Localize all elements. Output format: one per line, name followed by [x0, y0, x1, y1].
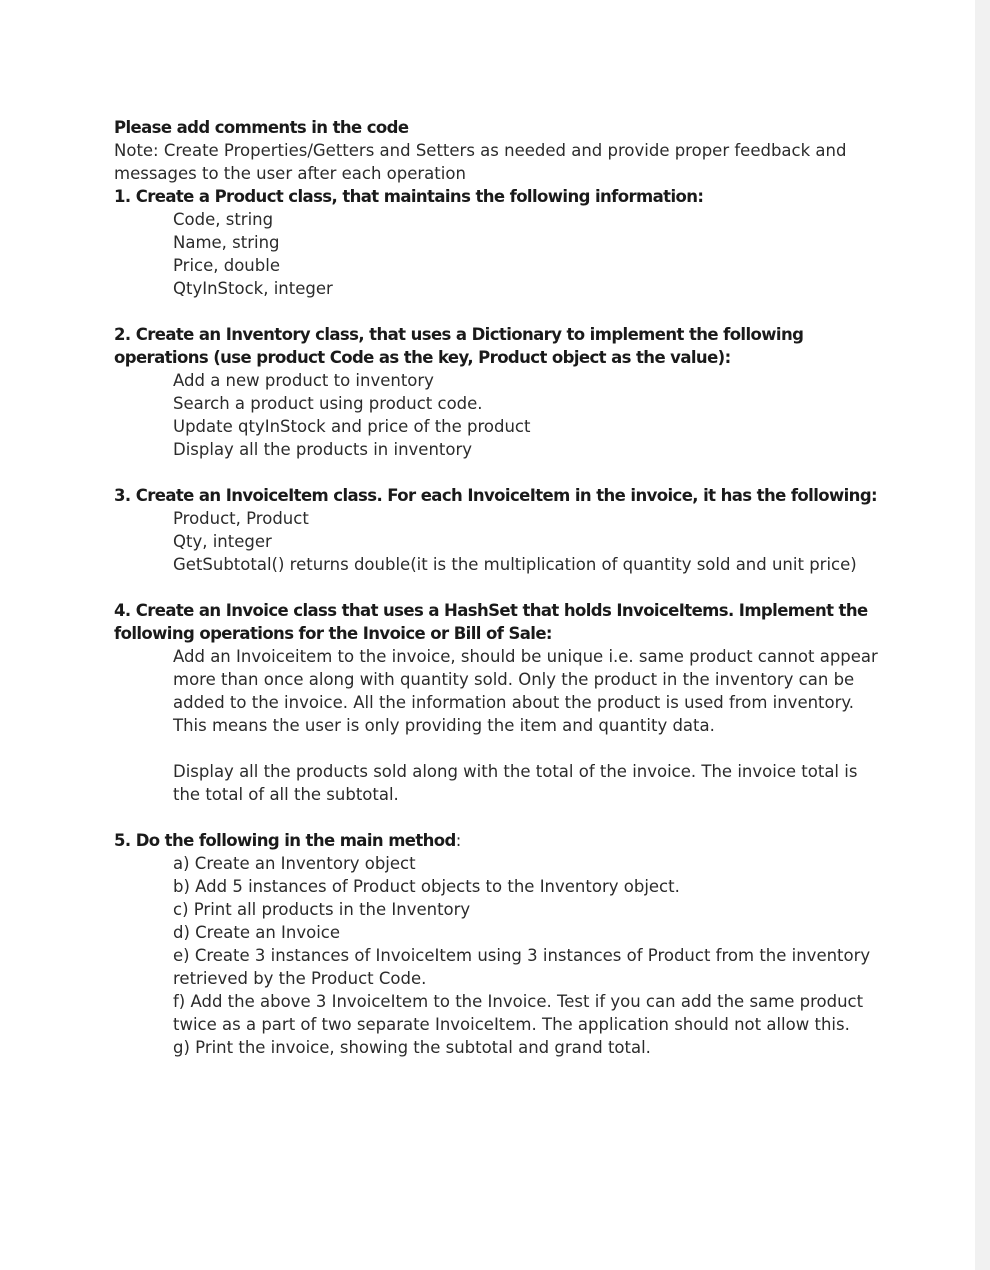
section-3-item: GetSubtotal() returns double(it is the multiplication of quantity sold and unit price): [173, 555, 857, 574]
section-5-title-bold: 5. Do the following in the main method: [114, 831, 456, 850]
comments-instruction: Please add comments in the code: [114, 118, 409, 137]
section-3-item: Product, Product: [173, 509, 309, 528]
section-5-item: a) Create an Inventory object: [173, 854, 416, 873]
document-content: [114, 116, 884, 1059]
section-4-paragraph: Add an Invoiceitem to the invoice, should be unique i.e. same product cannot appear more than once along with quantity sold. Only the product in the inventory can be added to the invoice. All the information about the product is used from inventory. This means the user is only providing the item and quantity data.: [173, 647, 878, 735]
section-5-item: g) Print the invoice, showing the subtotal and grand total.: [173, 1038, 651, 1057]
section-5-item: b) Add 5 instances of Product objects to the Inventory object.: [173, 877, 680, 896]
section-2-item: Update qtyInStock and price of the product: [173, 417, 531, 436]
section-5-title-colon: :: [455, 831, 462, 850]
section-1-item: Code, string: [173, 210, 274, 229]
section-4-paragraph: Display all the products sold along with the total of the invoice. The invoice total is the total of all the subtotal.: [173, 762, 858, 804]
section-1-item: Name, string: [173, 233, 280, 252]
section-3-title: 3. Create an InvoiceItem class. For each InvoiceItem in the invoice, it has the following:: [114, 486, 878, 505]
section-5-item: f) Add the above 3 InvoiceItem to the Invoice. Test if you can add the same product twice as a part of two separate InvoiceItem. The application should not allow this.: [173, 992, 864, 1034]
note-text: Note: Create Properties/Getters and Setters as needed and provide proper feedback and messages to the user after each operation: [114, 141, 847, 183]
section-4-title: 4. Create an Invoice class that uses a HashSet that holds InvoiceItems. Implement the following operations for the Invoice or Bill of Sale:: [114, 601, 868, 643]
section-5-item: e) Create 3 instances of InvoiceItem using 3 instances of Product from the inventory retrieved by the Product Code.: [173, 946, 871, 988]
section-1-item: QtyInStock, integer: [173, 279, 333, 298]
section-5-title: [114, 829, 884, 852]
page-edge: [975, 0, 990, 1270]
section-5-item: d) Create an Invoice: [173, 923, 341, 942]
section-2-item: Add a new product to inventory: [173, 371, 434, 390]
section-1-title: 1. Create a Product class, that maintains the following information:: [114, 187, 704, 206]
section-2-title: 2. Create an Inventory class, that uses a Dictionary to implement the following operations (use product Code as the key, Product object as the value):: [114, 325, 804, 367]
section-2-item: Display all the products in inventory: [173, 440, 473, 459]
section-1-item: Price, double: [173, 256, 280, 275]
section-5-item: c) Print all products in the Inventory: [173, 900, 471, 919]
section-3-item: Qty, integer: [173, 532, 272, 551]
section-2-item: Search a product using product code.: [173, 394, 483, 413]
